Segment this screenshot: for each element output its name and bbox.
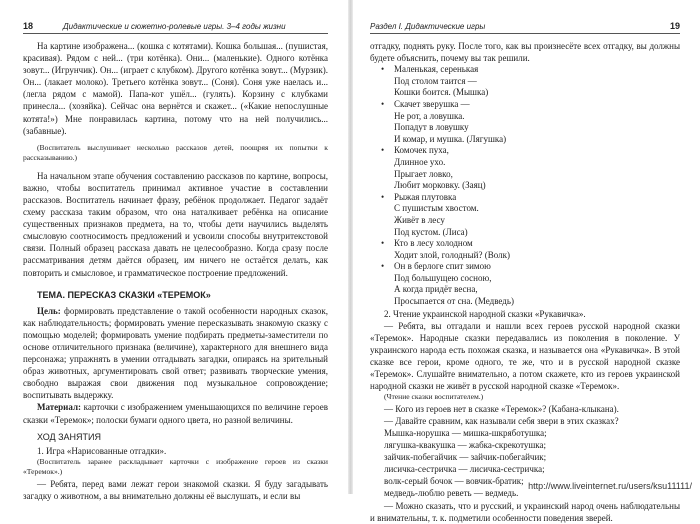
riddle-line: Попадут в ловушку [394, 122, 469, 133]
dialogue-paragraph: — Ребята, перед вами лежат герои знакомой сказки. Я буду загадывать загадку о животном, а вы внимательно должны её выслушать, и если вы [23, 478, 328, 501]
goal-label: Цель: [37, 305, 61, 316]
game-item: 1. Игра «Нарисованные отгадки». [37, 445, 167, 456]
left-page-header [23, 20, 328, 34]
riddle-line: Длинное ухо. [394, 156, 446, 167]
running-title: Дидактические и сюжетно-ролевые игры. 3–4 годы жизни [63, 22, 286, 31]
name-pair: медведь-люблю реветь — ведмедь. [384, 488, 519, 499]
left-page [0, 0, 350, 501]
name-pair: лягушка-квакушка — жабка-скрекотушка; [384, 440, 547, 451]
riddle-line: • Скачет зверушка — [370, 99, 680, 111]
riddle-line: С пушистым хвостом. [394, 203, 479, 214]
name-pair: лисичка-сестричка — лисичка-сестричка; [384, 464, 545, 475]
riddle [370, 238, 680, 261]
conclusion-paragraph: — Можно сказать, что и русский, и украинский народ очень наблюдательны и внимательны, т. к. подметили особенности поведения зверей. [370, 500, 680, 523]
question-line: — Давайте сравним, как называли себя звери в этих сказках? [384, 415, 619, 426]
page-number: 18 [23, 21, 34, 31]
story-paragraph: На картине изображена... (кошка с котятами). Кошка большая... (пушистая, красивая). Рядом с ней... (три котёнка). Они... (маленькие). Одного котёнка зовут... (Игрунчик). Он... (играет с клубком). Другого котёнка зовут... (Мурзик). Он... (лакает молоко). Третьего котёнка зовут... (Соня). Соня уже наелась и... (легла рядом с мамой). Папа-кот ушёл... (гулять). Корзину с клубками принесла... (хозяйка). Сейчас она вернётся и скажет... («Какие непослушные котята!») Мне понравилась картина, потому что на ней получились... (забавные). [23, 41, 328, 136]
story-paragraph: — Ребята, вы отгадали и нашли всех героев русской народной сказки «Теремок». Народные сказки передавались из поколения в поколение. У украинского народа есть похожая сказка, и называется она «Рукавичка». В этой сказке все герои, кроме одного, те же, что и в русской народной сказке «Теремок». Слушайте внимательно, а потом скажете, кто из героев украинской народной сказки не живёт в русской народной сказке «Теремок». [370, 320, 680, 392]
teacher-note: (Воспитатель заранее раскладывает карточки с изображение героев из сказки «Теремок».) [23, 456, 328, 477]
watermark-url: http://www.liveinternet.ru/users/ksu11111/ [528, 481, 692, 491]
intro-paragraph: отгадку, поднять руку. После того, как вы произнесёте всех отгадку, вы должны будете объяснить, почему вы так решили. [370, 41, 680, 64]
teacher-note: (Воспитатель выслушивает несколько рассказов детей, поощряя их попытки к рассказыванию.) [23, 142, 328, 163]
riddle-line: • Комочек пуха, [370, 145, 680, 157]
page-number: 19 [669, 21, 680, 31]
riddle-line: Не рот, а ловушка. [394, 110, 465, 121]
question-line: — Кого из героев нет в сказке «Теремок»? (Кабана-клыкана). [384, 403, 619, 414]
method-paragraph: На начальном этапе обучения составлению рассказов по картине, вопросы, важно, чтобы воспитатель принимал активное участие в составлении рассказов. Воспитатель начинает фразу, ребёнок продолжает. Педагог задаёт схему рассказа таким образом, что она наталкивает ребёнка на описание существенных признаков предмета, на то, чтобы дети научились выделять смысловую соотносимость предложений и усвоили способы внутритекстовой связи. Полный образец рассказа давать не целесообразно. Когда сразу после рассматривания детям даётся образец, им ничего не остаётся делать, как повторить и смысловое, и грамматическое построение предложений. [23, 170, 328, 278]
material-text: карточки с изображением уменьшающихся по величине героев сказки «Теремок»; полоски бумаги одного цвета, но разной величины. [23, 402, 329, 425]
riddle-line: Ходит злой, голодный? (Волк) [394, 249, 510, 260]
riddle-line: Просыпается от сна. (Медведь) [394, 296, 514, 307]
riddle-line: Под большущею сосною, [394, 272, 492, 283]
riddle [370, 192, 680, 238]
riddle [370, 145, 680, 191]
reading-item: 2. Чтение украинской народной сказки «Рукавичка». [384, 308, 586, 319]
topic-heading: ТЕМА. ПЕРЕСКАЗ СКАЗКИ «ТЕРЕМОК» [37, 289, 211, 300]
course-heading: ХОД ЗАНЯТИЯ [37, 431, 102, 442]
name-pair: зайчик-побегайчик — зайчик-побегайчик; [384, 452, 547, 463]
riddle-line: • Маленькая, серенькая [370, 64, 680, 76]
riddle-line: • Кто в лесу холодном [370, 238, 680, 250]
material-label: Материал: [37, 402, 81, 413]
riddle-line: И комар, и мушка. (Лягушка) [394, 133, 507, 144]
teacher-note: (Чтение сказки воспитателем.) [384, 392, 484, 402]
riddle-line: Кошки боится. (Мышка) [394, 87, 489, 98]
right-page [350, 0, 700, 523]
riddle-line: Под столом таится — [394, 75, 477, 86]
right-page-header [370, 20, 680, 34]
name-pair: волк-серый бочок — вовчик-братик; [384, 476, 524, 487]
name-pair: Мышка-норушка — мишка-шкряботушка; [384, 428, 547, 438]
riddle [370, 64, 680, 99]
running-title: Раздел I. Дидактические игры [370, 22, 486, 31]
left-page-content [23, 40, 328, 502]
riddle [370, 261, 680, 307]
goal-text: формировать представление о такой особенности народных сказок, как наблюдательность; формировать умение пересказывать знакомую сказку с помощью моделей; формировать умение подбирать предметы-заместители по основе отличительного признака (величине), характерного для внешнего вида персонажа; упражнять в умении отгадывать загадки, опираясь на зрительный образ животных, аргументировать свой ответ; развивать творческие умения, свободно выражая свои движения под музыкальное сопровождение; воспитывать выдержку. [23, 305, 329, 401]
riddle-line: • Он в берлоге спит зимою [370, 261, 680, 273]
riddle-line: Любит морковку. (Заяц) [394, 180, 486, 191]
goal-paragraph [23, 305, 328, 402]
riddle-line: А когда придёт весна, [394, 284, 478, 295]
right-page-content [370, 40, 680, 524]
material-paragraph [23, 401, 328, 425]
riddle-line: Прыгает ловко, [394, 168, 453, 179]
riddle-line: Живёт в лесу [394, 214, 445, 225]
riddle-line: • Рыжая плутовка [370, 192, 680, 204]
riddle [370, 99, 680, 145]
riddle-line: Под кустом. (Лиса) [394, 226, 468, 237]
